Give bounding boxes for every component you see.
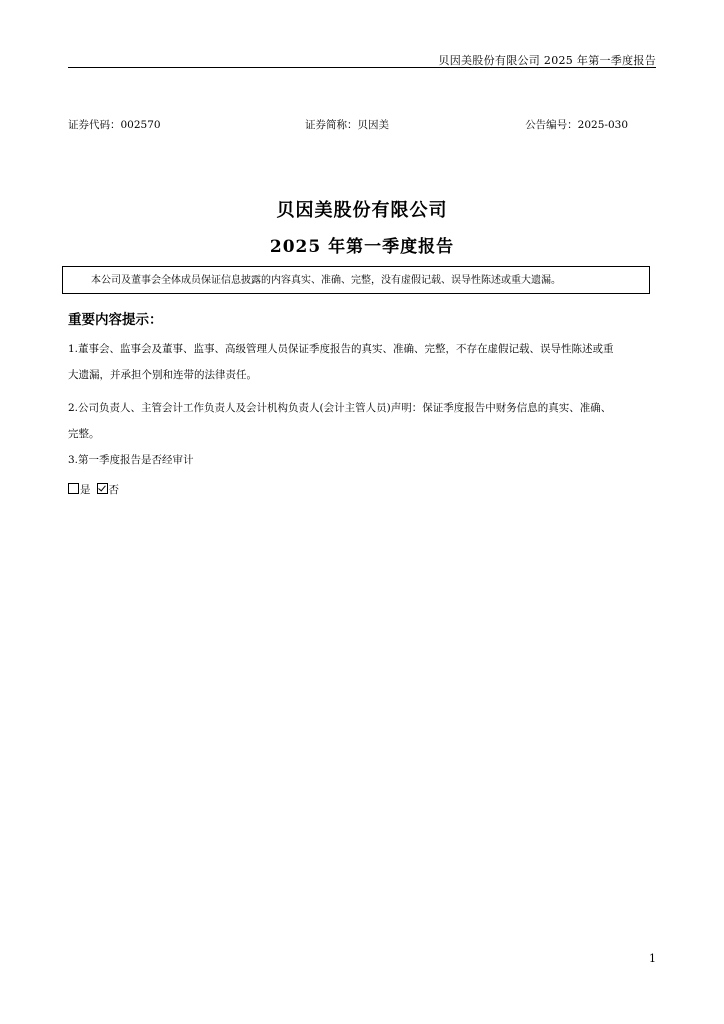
notice-item-2	[68, 395, 656, 447]
stock-code: 证券代码：002570	[68, 119, 161, 131]
audit-choice	[68, 477, 119, 503]
notice-item-2-line-1: 2.公司负责人、主管会计工作负责人及会计机构负责人(会计主管人员)声明：保证季度报告中财务信息的真实、准确、	[68, 402, 612, 414]
notice-item-1	[68, 336, 656, 388]
stock-short-name: 证券简称：贝因美	[305, 119, 389, 131]
page-number: 1	[649, 952, 656, 965]
notice-heading: 重要内容提示：	[68, 312, 163, 328]
unchecked-box-icon	[68, 483, 79, 494]
checked-box-icon	[97, 483, 108, 494]
company-name: 贝因美股份有限公司	[276, 200, 448, 221]
declaration-box	[62, 266, 650, 294]
notice-item-1-line-2: 大遗漏，并承担个别和连带的法律责任。	[68, 369, 257, 381]
report-title: 2025 年第一季度报告	[269, 237, 455, 257]
header-rule	[68, 67, 656, 68]
notice-item-1-line-1: 1.董事会、监事会及董事、监事、高级管理人员保证季度报告的真实、准确、完整，不存在虚假记载、误导性陈述或重	[68, 343, 614, 355]
option-no-label: 否	[108, 484, 119, 496]
announcement-number: 公告编号：2025-030	[525, 119, 628, 131]
notice-item-2-line-2: 完整。	[68, 428, 100, 440]
running-header: 贝因美股份有限公司 2025 年第一季度报告	[438, 54, 656, 67]
option-yes-label: 是	[80, 484, 91, 496]
notice-item-3: 3.第一季度报告是否经审计	[68, 454, 194, 466]
declaration-text: 本公司及董事会全体成员保证信息披露的内容真实、准确、完整，没有虚假记载、误导性陈述或重大遗漏。	[91, 275, 561, 286]
